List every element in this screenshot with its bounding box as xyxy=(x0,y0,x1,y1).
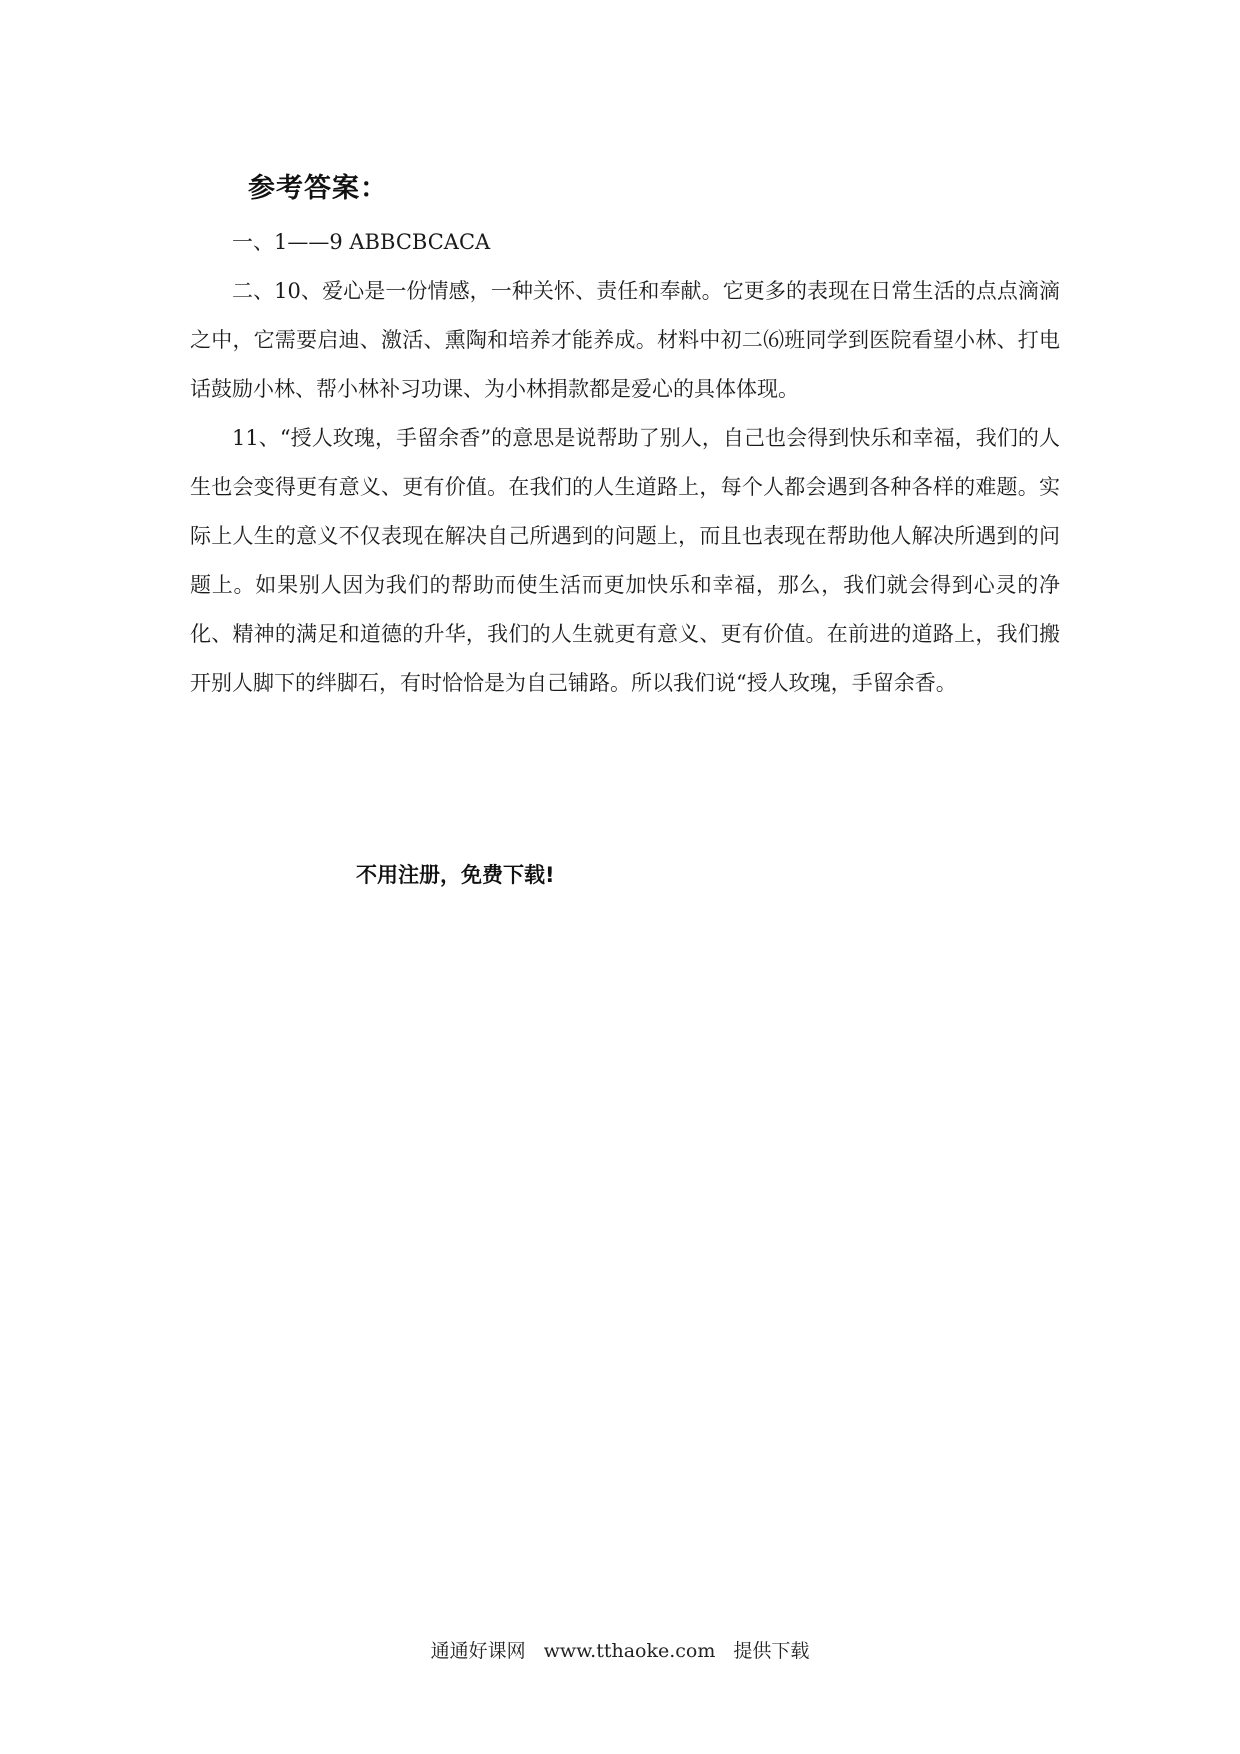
footer-suffix: 提供下载 xyxy=(733,1640,810,1662)
answer-section-3: 11、“授人玫瑰，手留余香”的意思是说帮助了别人，自己也会得到快乐和幸福，我们的人生也会变得更有意义、更有价值。在我们的人生道路上，每个人都会遇到各种各样的难题。实际上人生的意义不仅表现在解决自己所遇到的问题上，而且也表现在帮助他人解决所遇到的问题上。如果别人因为我们的帮助而使生活而更加快乐和幸福，那么，我们就会得到心灵的净化、精神的满足和道德的升华，我们的人生就更有意义、更有价值。在前进的道路上，我们搬开别人脚下的绊脚石，有时恰恰是为自己铺路。所以我们说“授人玫瑰，手留余香。 xyxy=(190,426,1060,695)
promo-text: 不用注册，免费下载! xyxy=(356,863,555,887)
page-footer xyxy=(0,1636,1240,1663)
footer-url[interactable]: www.tthaoke.com xyxy=(543,1640,716,1662)
answer-section-1: 一、1——9 ABBCBCACA xyxy=(232,230,491,254)
answer-section-2: 二、10、爱心是一份情感，一种关怀、责任和奉献。它更多的表现在日常生活的点点滴滴之中，它需要启迪、激活、熏陶和培养才能养成。材料中初二⑹班同学到医院看望小林、打电话鼓励小林、帮小林补习功课、为小林捐款都是爱心的具体体现。 xyxy=(190,279,1060,401)
footer-site-name: 通通好课网 xyxy=(430,1640,526,1662)
answer-heading: 参考答案： xyxy=(248,173,388,204)
